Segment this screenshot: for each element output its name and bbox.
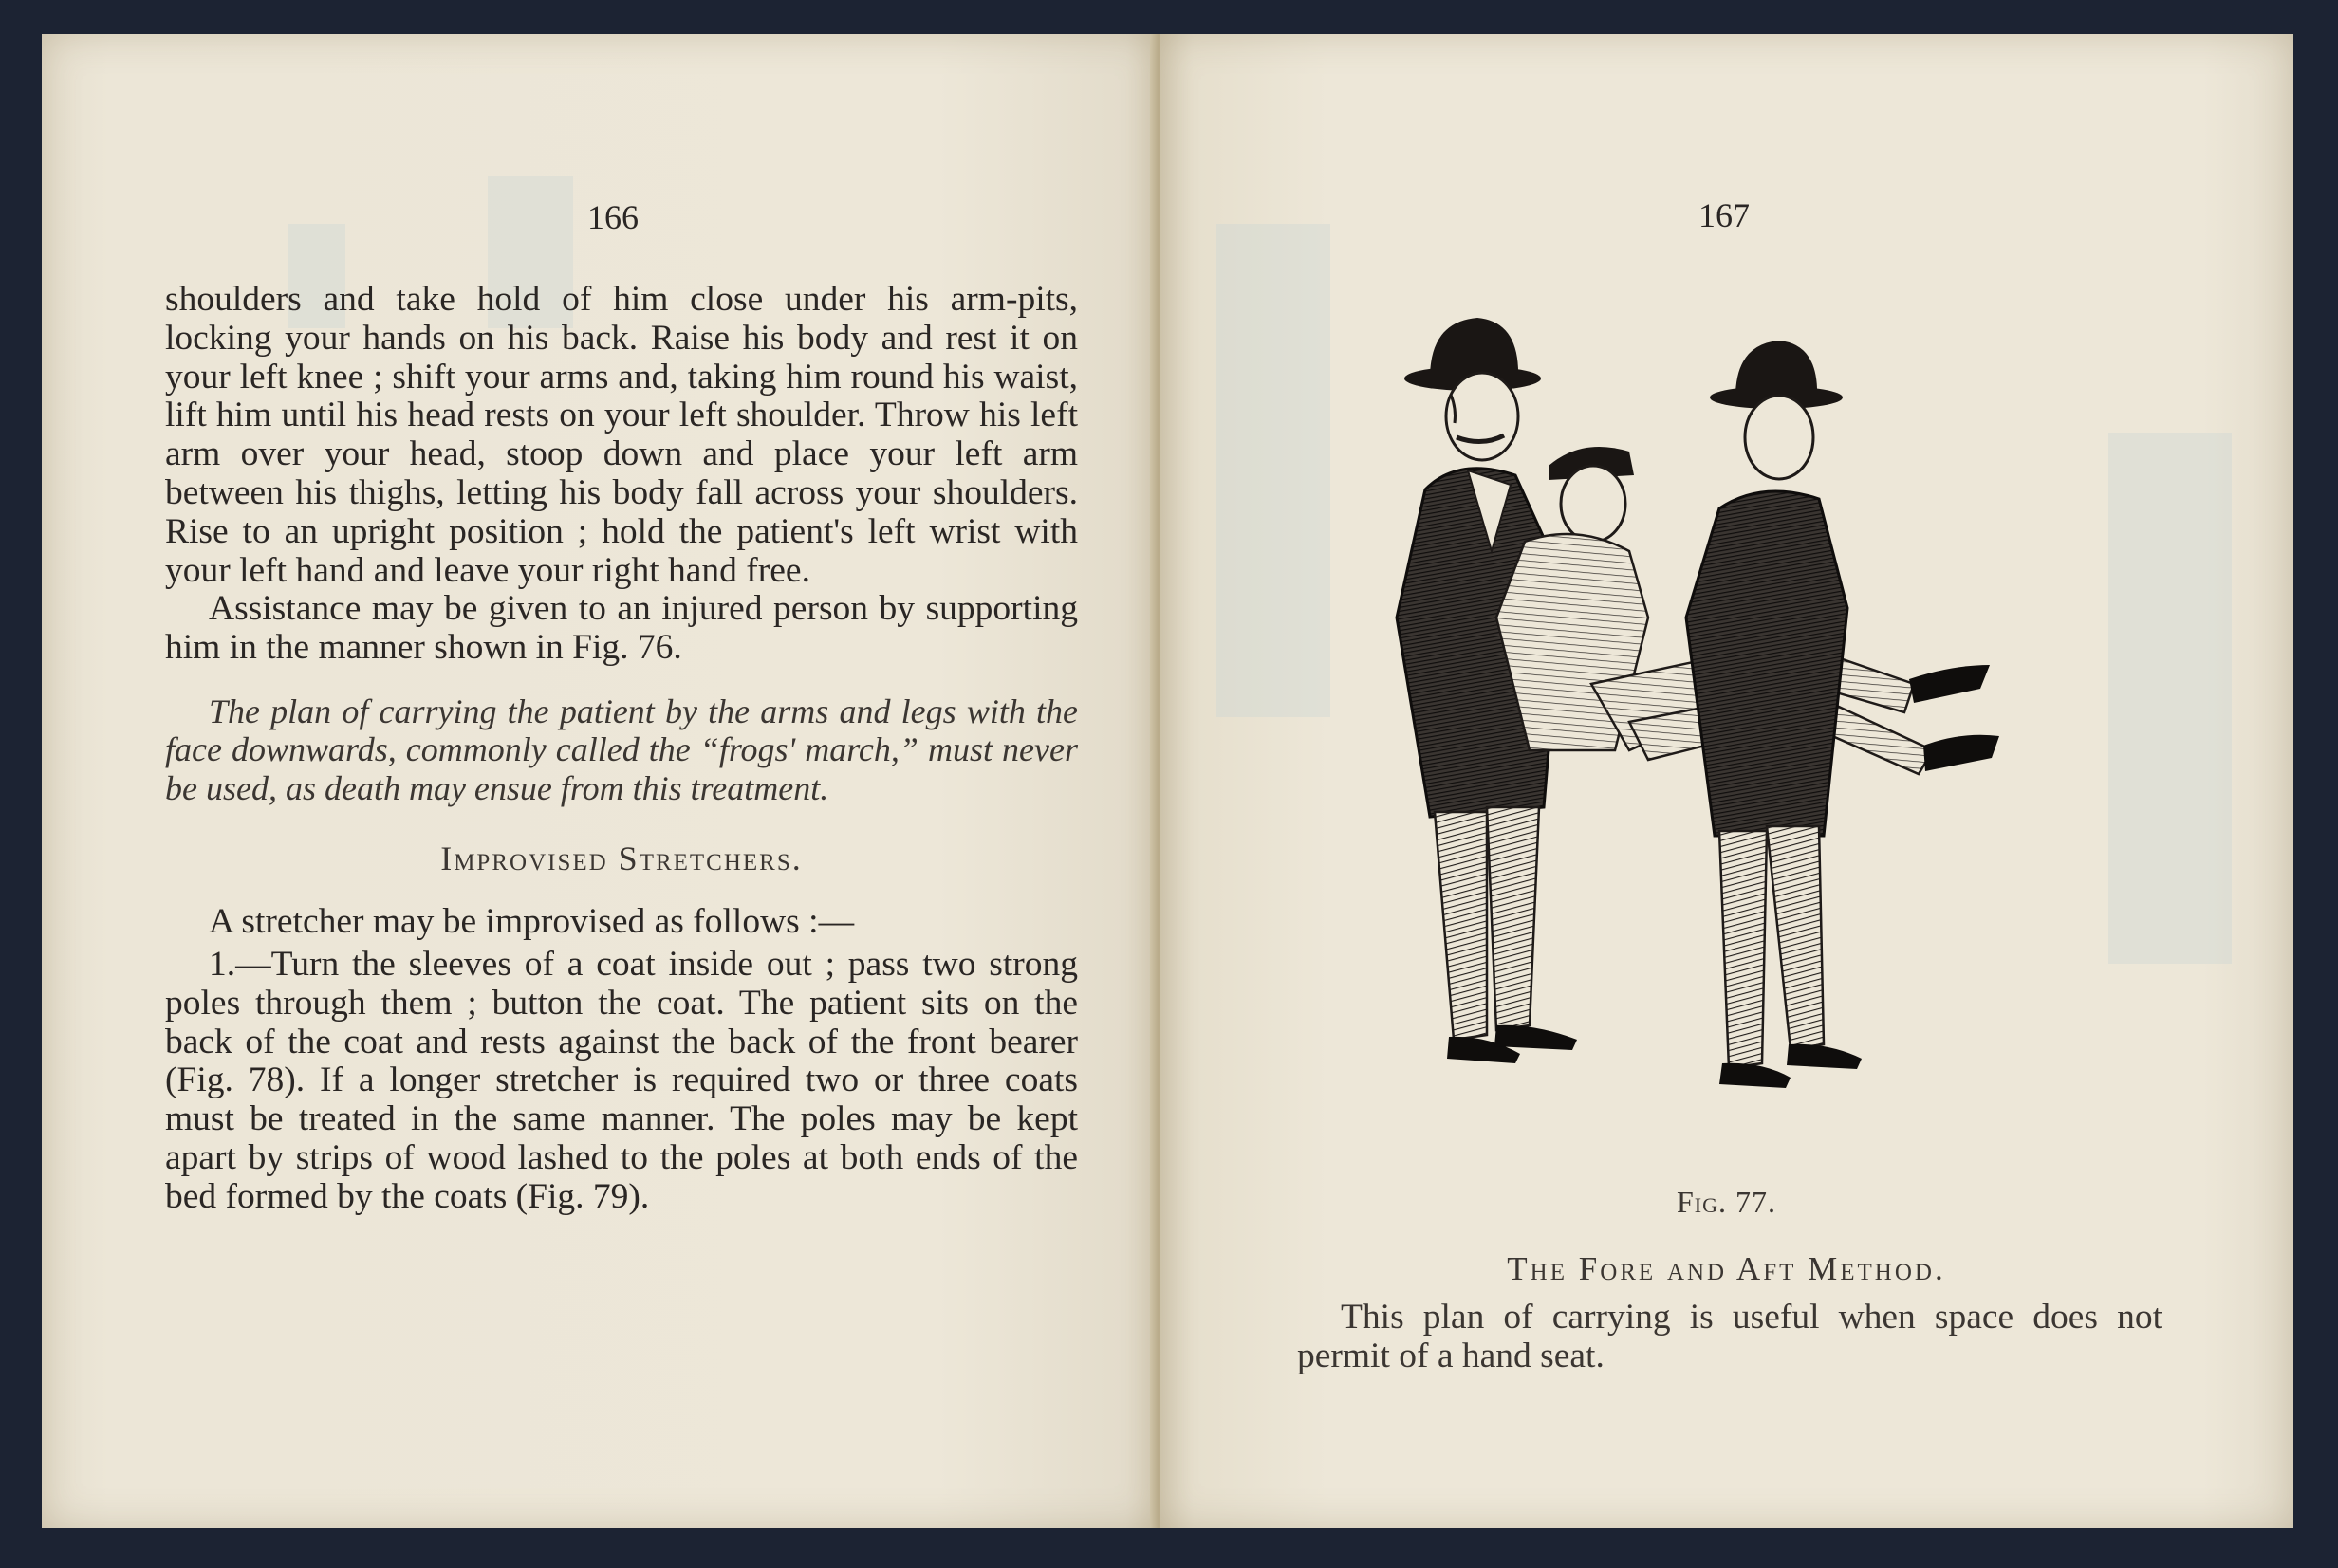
fore-and-aft-illustration	[1345, 304, 2075, 1187]
right-page-body	[1297, 1299, 2162, 1376]
front-bearer-figure	[1686, 341, 1862, 1088]
show-through-mark	[2108, 433, 2232, 964]
body-paragraph: This plan of carrying is useful when space does not permit of a hand seat.	[1297, 1298, 2162, 1375]
show-through-mark	[1216, 224, 1330, 717]
left-page	[42, 34, 1160, 1528]
body-paragraph: Assistance may be given to an injured person by supporting him in the manner shown in Fig. 76.	[165, 589, 1078, 668]
body-paragraph: A stretcher may be improvised as follows :—	[209, 902, 855, 942]
section-heading: Improvised Stretchers.	[440, 839, 803, 878]
figure-title: The Fore and Aft Method.	[1507, 1250, 1946, 1287]
page-number: 166	[587, 198, 639, 236]
right-page	[1160, 34, 2293, 1528]
page-number: 167	[1698, 196, 1750, 234]
warning-note: The plan of carrying the patient by the arms and legs with the face downwards, commonly called the “frogs' march,” must never be used, as death may ensue from this treatment.	[165, 692, 1078, 807]
body-paragraph: shoulders and take hold of him close under his arm-pits, locking your hands on his back. Raise his body and rest it on your left knee ; shift your arms and, taking him round his waist, lift him until his head rests on your left shoulder. Throw his left arm over your head, stoop down and place your left arm between his thighs, letting his body fall across your shoulders. Rise to an upright position ; hold the patient's left wrist with your left hand and leave your right hand free.	[165, 280, 1078, 590]
figure-number: Fig. 77.	[1676, 1185, 1776, 1219]
body-paragraph: 1.—Turn the sleeves of a coat inside out ; pass two strong poles through them ; button the coat. The patient sits on the back of the coat and rests against the back of the front bearer (Fig. 78). If a longer stretcher is required two or three coats must be treated in the same manner. The poles may be kept apart by strips of wood lashed to the poles at both ends of the bed formed by the coats (Fig. 79).	[165, 945, 1078, 1216]
left-page-body	[165, 281, 1078, 1217]
